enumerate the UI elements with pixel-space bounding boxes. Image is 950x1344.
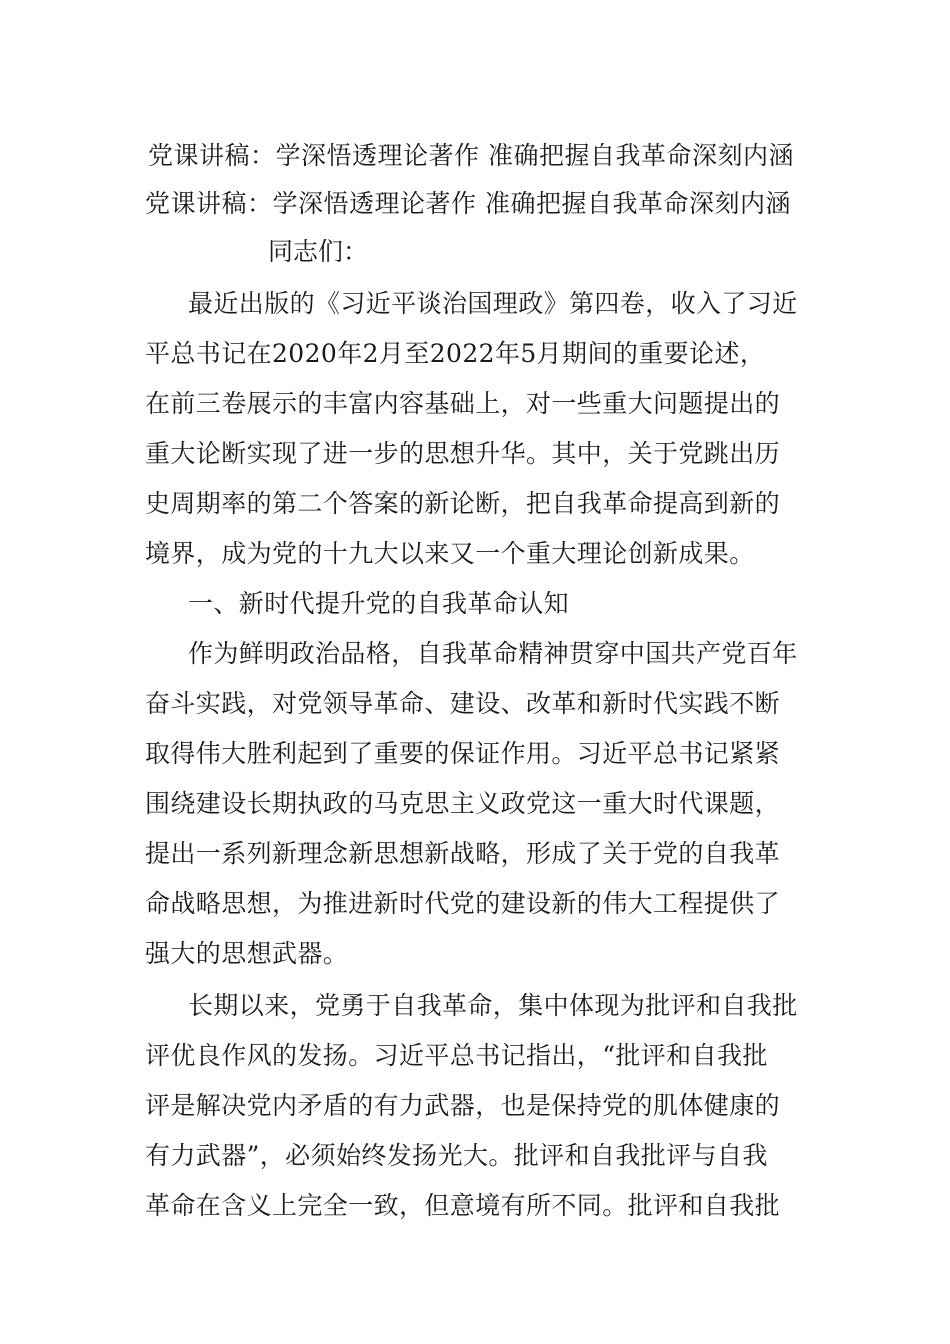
paragraph-line: 在前三卷展示的丰富内容基础上，对一些重大问题提出的 bbox=[145, 389, 781, 418]
paragraph-line: 评优良作风的发扬。习近平总书记指出，“批评和自我批 bbox=[145, 1041, 768, 1070]
paragraph-line: 境界，成为党的十九大以来又一个重大理论创新成果。 bbox=[145, 539, 755, 568]
paragraph-line: 重大论断实现了进一步的思想升华。其中，关于党跳出历 bbox=[145, 439, 781, 468]
paragraph-line: 史周期率的第二个答案的新论断，把自我革命提高到新的 bbox=[145, 489, 781, 518]
paragraph-line: 长期以来，党勇于自我革命，集中体现为批评和自我批 bbox=[188, 991, 798, 1020]
document-title: 党课讲稿：学深悟透理论著作 准确把握自我革命深刻内涵 bbox=[148, 141, 794, 170]
paragraph-line: 取得伟大胜利起到了重要的保证作用。习近平总书记紧紧 bbox=[145, 739, 781, 768]
paragraph-line: 命战略思想，为推进新时代党的建设新的伟大工程提供了 bbox=[145, 889, 781, 918]
paragraph-line: 作为鲜明政治品格，自我革命精神贯穿中国共产党百年 bbox=[188, 639, 798, 668]
section-heading: 一、新时代提升党的自我革命认知 bbox=[188, 589, 570, 618]
paragraph-line: 强大的思想武器。 bbox=[145, 939, 349, 968]
paragraph-line: 提出一系列新理念新思想新战略，形成了关于党的自我革 bbox=[145, 839, 781, 868]
document-title-repeat: 党课讲稿：学深悟透理论著作 准确把握自我革命深刻内涵 bbox=[145, 189, 791, 218]
paragraph-line: 有力武器”，必须始终发扬光大。批评和自我批评与自我 bbox=[145, 1141, 768, 1170]
salutation: 同志们： bbox=[268, 237, 369, 266]
paragraph-line: 革命在含义上完全一致，但意境有所不同。批评和自我批 bbox=[145, 1191, 781, 1220]
paragraph-line: 最近出版的《习近平谈治国理政》第四卷，收入了习近 bbox=[188, 289, 798, 318]
paragraph-line: 围绕建设长期执政的马克思主义政党这一重大时代课题， bbox=[145, 789, 781, 818]
paragraph-line: 平总书记在2020年2月至2022年5月期间的重要论述， bbox=[145, 339, 766, 368]
paragraph-line: 评是解决党内矛盾的有力武器，也是保持党的肌体健康的 bbox=[145, 1091, 781, 1120]
paragraph-line: 奋斗实践，对党领导革命、建设、改革和新时代实践不断 bbox=[145, 689, 781, 718]
